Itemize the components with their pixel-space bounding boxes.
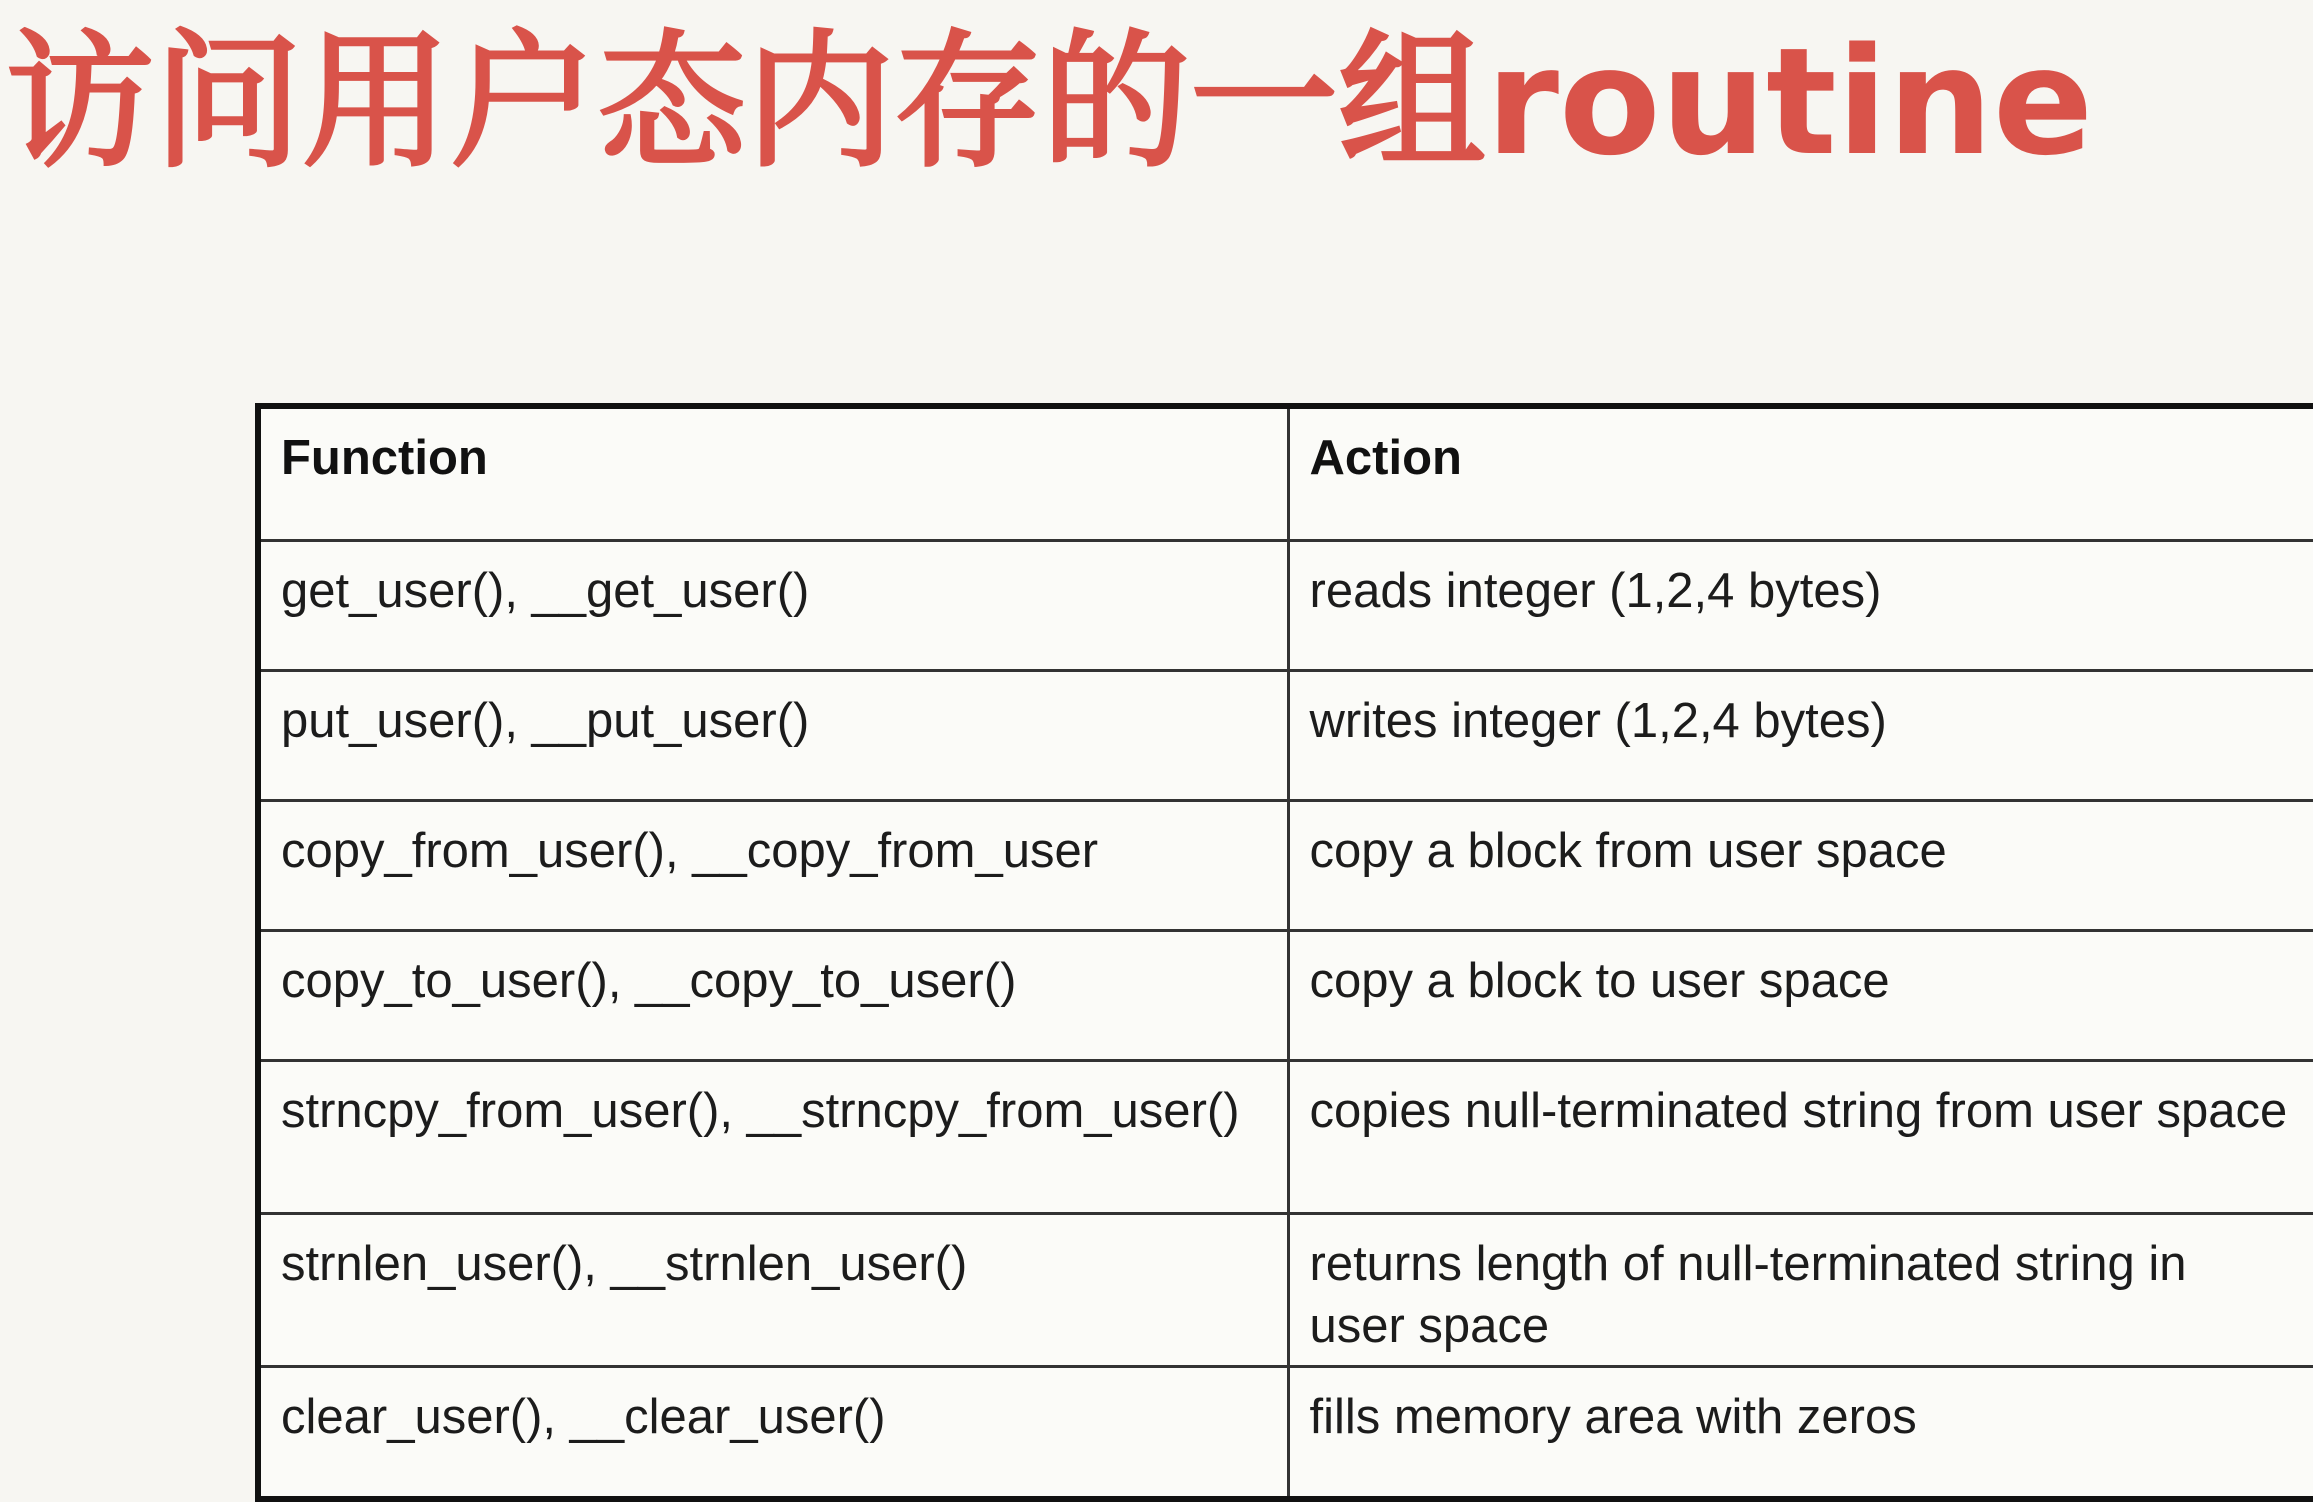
function-cell: copy_from_user(), __copy_from_user [258, 800, 1288, 930]
column-header-function: Function [258, 406, 1288, 540]
action-cell: copy a block to user space [1288, 930, 2313, 1060]
action-cell: copies null-terminated string from user space [1288, 1060, 2313, 1213]
function-cell: clear_user(), __clear_user() [258, 1366, 1288, 1499]
action-cell: fills memory area with zeros [1288, 1366, 2313, 1499]
table-row [258, 1366, 2313, 1499]
column-header-action: Action [1288, 406, 2313, 540]
table-row [258, 1060, 2313, 1213]
action-cell: writes integer (1,2,4 bytes) [1288, 670, 2313, 800]
function-cell: put_user(), __put_user() [258, 670, 1288, 800]
table-row [258, 1213, 2313, 1366]
table-row [258, 540, 2313, 670]
table-header-row [258, 406, 2313, 540]
table-row [258, 670, 2313, 800]
routine-table [255, 403, 2313, 1502]
table-row [258, 930, 2313, 1060]
function-cell: copy_to_user(), __copy_to_user() [258, 930, 1288, 1060]
function-cell: strnlen_user(), __strnlen_user() [258, 1213, 1288, 1366]
action-cell: returns length of null-terminated string in user space [1288, 1213, 2313, 1366]
function-cell: strncpy_from_user(), __strncpy_from_user() [258, 1060, 1288, 1213]
slide-title: 访问用户态内存的一组routine [6, 16, 2094, 188]
function-cell: get_user(), __get_user() [258, 540, 1288, 670]
table-row [258, 800, 2313, 930]
action-cell: copy a block from user space [1288, 800, 2313, 930]
action-cell: reads integer (1,2,4 bytes) [1288, 540, 2313, 670]
